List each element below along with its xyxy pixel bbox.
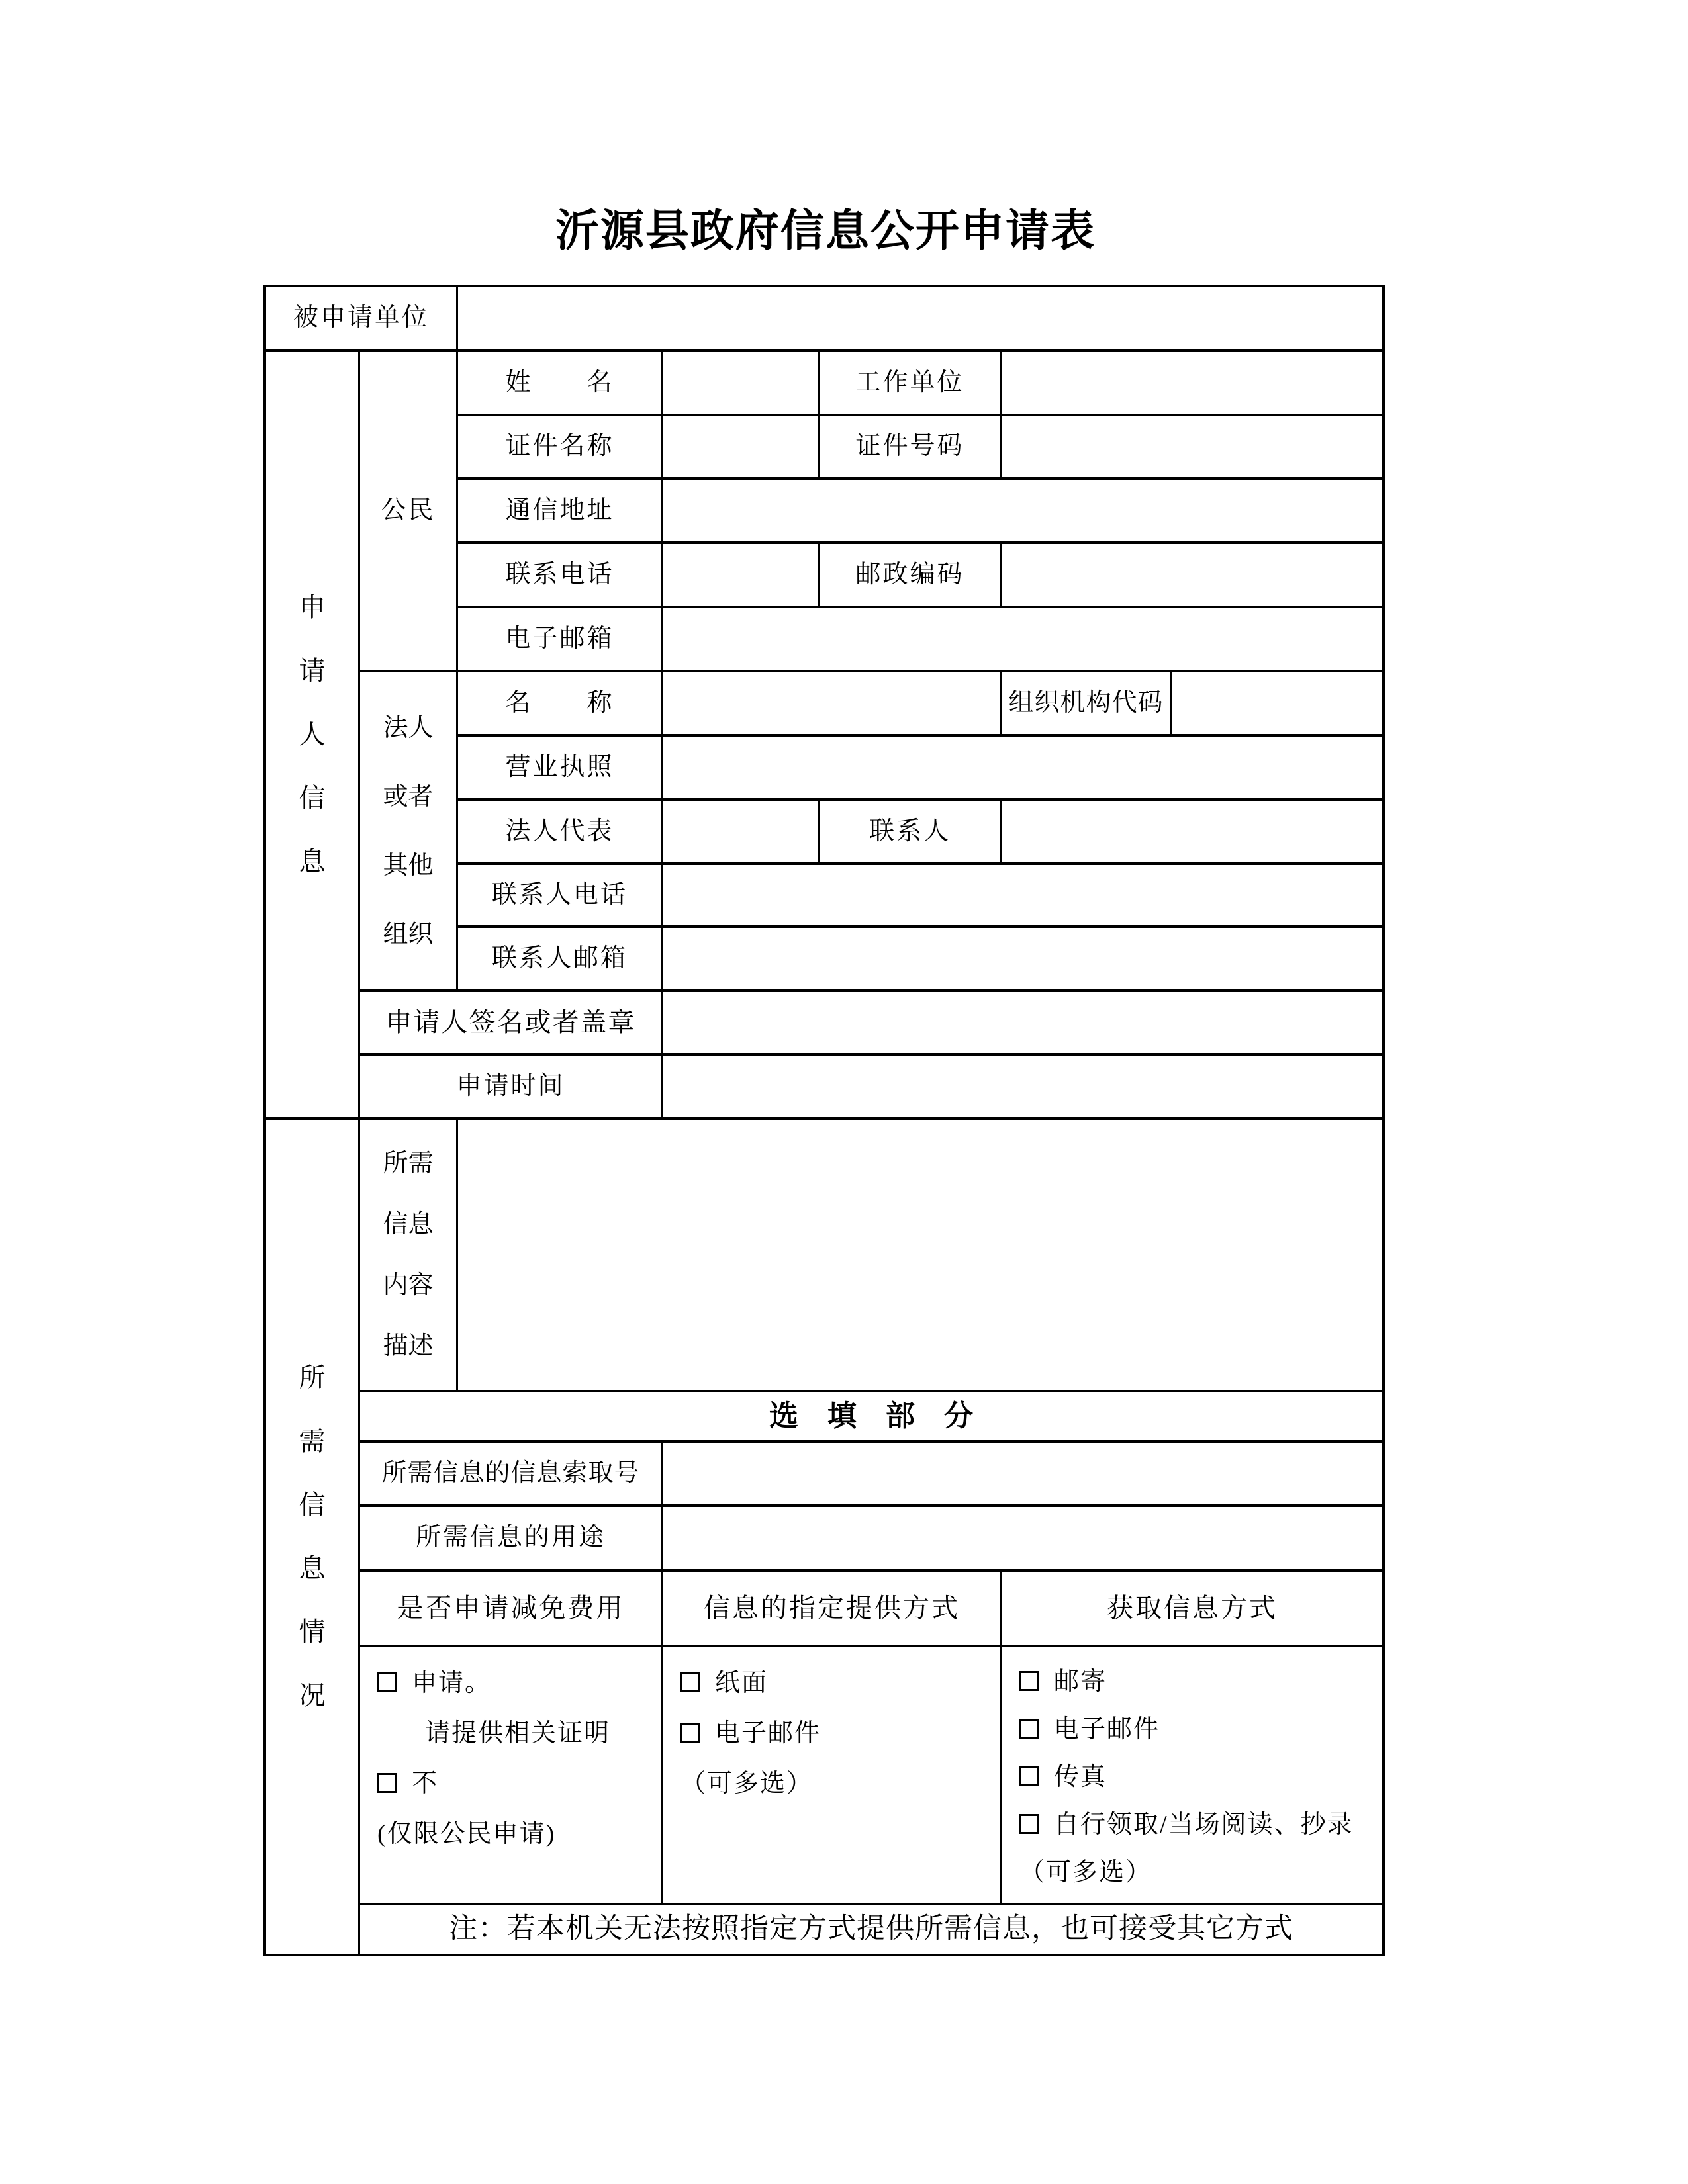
obtain-multi-select-note: （可多选） [1019,1858,1152,1886]
email-label: 电子邮箱 [458,608,663,672]
checkbox-icon [1019,1766,1039,1786]
page-title: 沂源县政府信息公开申请表 [555,207,1096,255]
org-code-label: 组织机构代码 [1002,672,1172,737]
checkbox-icon [1019,1814,1039,1834]
obtain-method-header: 获取信息方式 [1002,1572,1382,1647]
obtain-option-self-pickup: 自行领取/当场阅读、抄录 [1019,1801,1354,1848]
email-value-cell [663,608,1382,672]
apply-time-value-cell [663,1056,1382,1120]
provide-method-options-cell [663,1647,1002,1905]
signature-label: 申请人签名或者盖章 [360,992,663,1056]
fee-waiver-options-cell [360,1647,663,1905]
checkbox-icon [377,1672,397,1692]
contact-person-phone-label: 联系人电话 [458,865,663,928]
note-text: 注：若本机关无法按照指定方式提供所需信息，也可接受其它方式 [449,1913,1293,1945]
signature-value-cell [663,992,1382,1056]
purpose-value-cell [663,1507,1382,1572]
business-license-label: 营业执照 [458,737,663,801]
provide-option-paper: 纸面 [680,1658,821,1708]
obtain-option-fax: 传真 [1019,1753,1354,1801]
contact-person-phone-value-cell [663,865,1382,928]
work-unit-label: 工作单位 [820,352,1002,416]
postal-code-label: 邮政编码 [820,544,1002,608]
provide-method-header: 信息的指定提供方式 [663,1572,1002,1647]
contact-phone-value-cell [663,544,820,608]
apply-time-label: 申请时间 [360,1056,663,1120]
index-number-label: 所需信息的信息索取号 [360,1443,663,1507]
obtain-option-email: 电子邮件 [1019,1706,1354,1753]
org-name-label: 名 称 [458,672,663,737]
citizen-name-label: 姓 名 [458,352,663,416]
checkbox-icon [377,1773,397,1793]
org-name-value-cell [663,672,1002,737]
fee-option-proof-note: 请提供相关证明 [425,1719,611,1747]
legal-rep-label: 法人代表 [458,801,663,865]
postal-code-value-cell [1002,544,1382,608]
cert-name-label: 证件名称 [458,416,663,480]
applicant-info-vertical-label: 申请人信息 [266,352,360,1120]
citizen-group-label: 公民 [360,352,458,672]
contact-phone-label: 联系电话 [458,544,663,608]
provide-multi-select-note: （可多选） [680,1770,814,1797]
fee-option-no: 不 [377,1758,610,1809]
needed-info-vertical-label: 所需信息情况 [266,1120,360,1954]
checkbox-icon [1019,1719,1039,1739]
fee-option-apply: 申请。 [377,1658,610,1708]
respondent-unit-label: 被申请单位 [266,287,458,352]
application-form-table [263,285,1385,1956]
contact-person-email-value-cell [663,928,1382,992]
cert-number-label: 证件号码 [820,416,1002,480]
provide-option-email: 电子邮件 [680,1708,821,1758]
obtain-method-options-cell [1002,1647,1382,1905]
cert-number-value-cell [1002,416,1382,480]
checkbox-icon [680,1723,700,1743]
citizen-name-value-cell [663,352,820,416]
purpose-label: 所需信息的用途 [360,1507,663,1572]
index-number-value-cell [663,1443,1382,1507]
cert-name-value-cell [663,416,820,480]
mailing-address-value-cell [663,480,1382,544]
fee-waiver-header: 是否申请减免费用 [360,1572,663,1647]
optional-section-header: 选 填 部 分 [360,1392,1382,1443]
checkbox-icon [680,1672,700,1692]
work-unit-value-cell [1002,352,1382,416]
business-license-value-cell [663,737,1382,801]
org-code-value-cell [1172,672,1382,737]
contact-person-value-cell [1002,801,1382,865]
description-label: 所需信息内容描述 [360,1120,458,1392]
legal-group-label: 法人或者其他组织 [360,672,458,992]
legal-rep-value-cell [663,801,820,865]
contact-person-label: 联系人 [820,801,1002,865]
contact-person-email-label: 联系人邮箱 [458,928,663,992]
respondent-unit-value-cell [458,287,1382,352]
checkbox-icon [1019,1671,1039,1691]
mailing-address-label: 通信地址 [458,480,663,544]
obtain-option-mail: 邮寄 [1019,1658,1354,1706]
description-value-cell [458,1120,1382,1392]
fee-option-citizen-only-note: (仅限公民申请) [377,1820,556,1848]
